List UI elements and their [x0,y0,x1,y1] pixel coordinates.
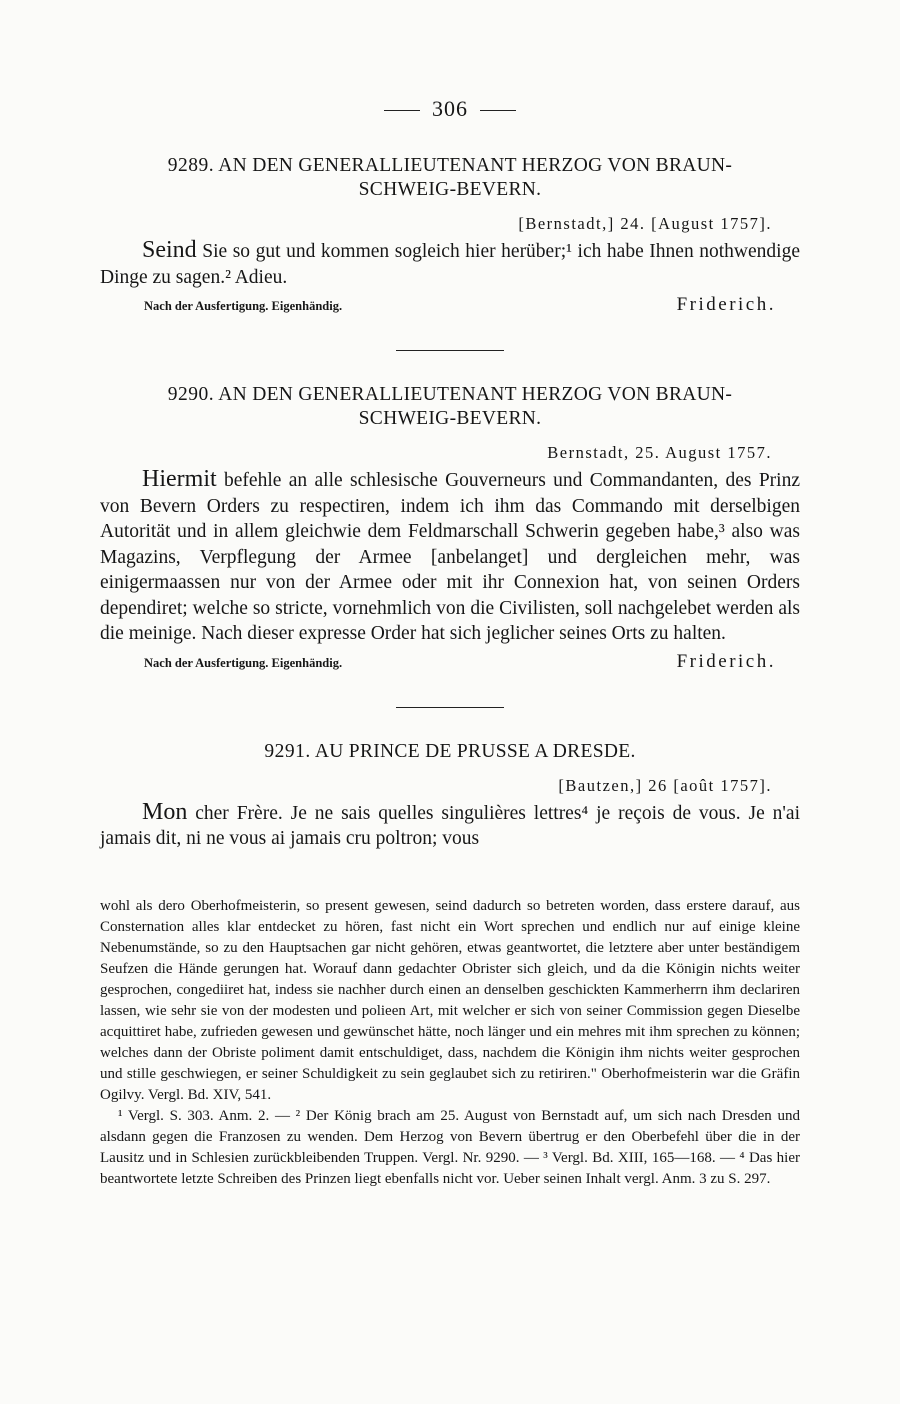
heading-line-2: SCHWEIG-BEVERN. [358,408,542,429]
heading-line-1: AU PRINCE DE PRUSSE A DRESDE. [314,740,636,762]
body-text: Sie so gut und kommen sogleich hier herüber;¹ ich habe Ihnen nothwendige Dinge zu sagen.² Adieu. [100,241,800,288]
body-text: cher Frère. Je ne sais quelles singulières lettres⁴ je reçois de vous. Je n'ai jamais dit, ni ne vous ai jamais cru poltron; vous [100,802,800,849]
divider [384,110,420,111]
letter-body [100,238,800,290]
page-number [100,96,800,122]
letter-9290 [100,383,800,673]
footnote-list: ¹ Vergl. S. 303. Anm. 2. — ² Der König brach am 25. August von Bernstadt auf, um sich nach Dresden und alsdann gegen die Franzosen zu wenden. Dem Herzog von Bevern übertrug er den Oberbefehl über die in der Lausitz und in Schlesien zurückbleibenden Truppen. Vergl. Nr. 9290. — ³ Vergl. Bd. XIII, 165—168. — ⁴ Das hier beantwortete letzte Schreiben des Prinzen liegt ebenfalls nicht vor. Ueber seinen Inhalt vergl. Anm. 3 zu S. 297. [100,1108,800,1187]
heading-line-1: AN DEN GENERALLIEUTENANT HERZOG VON BRAUN- [218,384,733,405]
footnotes [100,896,800,1190]
footnote-continuation: wohl als dero Oberhofmeisterin, so present gewesen, seind dadurch so betreten worden, dass erstere darauf, aus Consternation alles klar entdecket zu hören, fast nicht ein Wort sprechen und endlich nur auf einige kleine Nebenumstände, so zu den Hauptsachen gar nicht gehören, etwas geantwortet, die letztere aber unter beständigem Seufzen die Hände gerungen hat. Worauf dann gedachter Obrister sich gleich, und da die Königin nichts weiter gesprochen, congediiret hat, indess sie nachher durch einen an denselben geschickten Kammerherrn ihm declariren lassen, wie sehr sie von der modesten und polieen Art, mit welcher er sich von seiner Commission gegen Dieselbe acquittiret habe, zufrieden gewesen und gewünschet hätte, noch länger und ein mehres mit ihm sprechen zu können; welches dann der Obriste poliment damit entschuldiget, dass, nachdem die Königin ihm nichts weiter gesprochen und stille geschwiegen, er seiner Schuldigkeit zu sein geglaubet sich zu retiriren." Oberhofmeisterin war die Gräfin Ogilvy. Vergl. Bd. XIV, 541. [100,898,800,1103]
source-line [100,651,800,673]
page-number-text: 306 [432,96,468,121]
signature: Friderich. [676,294,776,315]
first-word: Seind [142,237,197,263]
dateline: [Bautzen,] 26 [août 1757]. [558,775,772,795]
body-text: befehle an alle schlesische Gouverneurs und Commandanten, des Prinz von Bevern Orders zu respectiren, indem ich ihm das Commando mit derselbigen Autorität und in allem gleichwie dem Feldmarschall Schwerin gegeben habe,³ also was Magazins, Verpflegung der Armee [anbelanget] und dergleichen mehr, was einigermaassen nur von der Armee oder mit ihr Connexion hat, von seinen Orders dependiret; welche so stricte, vornehmlich von die Civilisten, soll nachgelebet werden als die meinige. Nach dieser expresse Order hat sich jeglicher seines Orts zu halten. [100,470,800,644]
letter-number: 9290. [167,384,215,405]
letter-number: 9291. [264,740,311,762]
letter-9289 [100,154,800,316]
letter-heading [100,154,800,202]
letter-heading [100,383,800,431]
section-divider [396,350,504,351]
letter-body [100,800,800,852]
source-note: Nach der Ausfertigung. Eigenhändig. [144,299,343,313]
first-word: Hiermit [142,466,217,492]
source-line [100,294,800,316]
letter-9291 [100,740,800,852]
page-body [100,96,800,852]
first-word: Mon [142,798,188,825]
dateline: [Bernstadt,] 24. [August 1757]. [518,214,772,233]
heading-line-1: AN DEN GENERALLIEUTENANT HERZOG VON BRAUN- [218,155,733,176]
letter-heading [100,740,800,764]
letter-body [100,467,800,647]
letter-number: 9289. [167,155,215,176]
heading-line-2: SCHWEIG-BEVERN. [358,179,542,200]
divider [480,110,516,111]
dateline: Bernstadt, 25. August 1757. [547,443,772,462]
signature: Friderich. [676,650,776,672]
source-note: Nach der Ausfertigung. Eigenhändig. [144,655,343,670]
section-divider [396,707,504,708]
